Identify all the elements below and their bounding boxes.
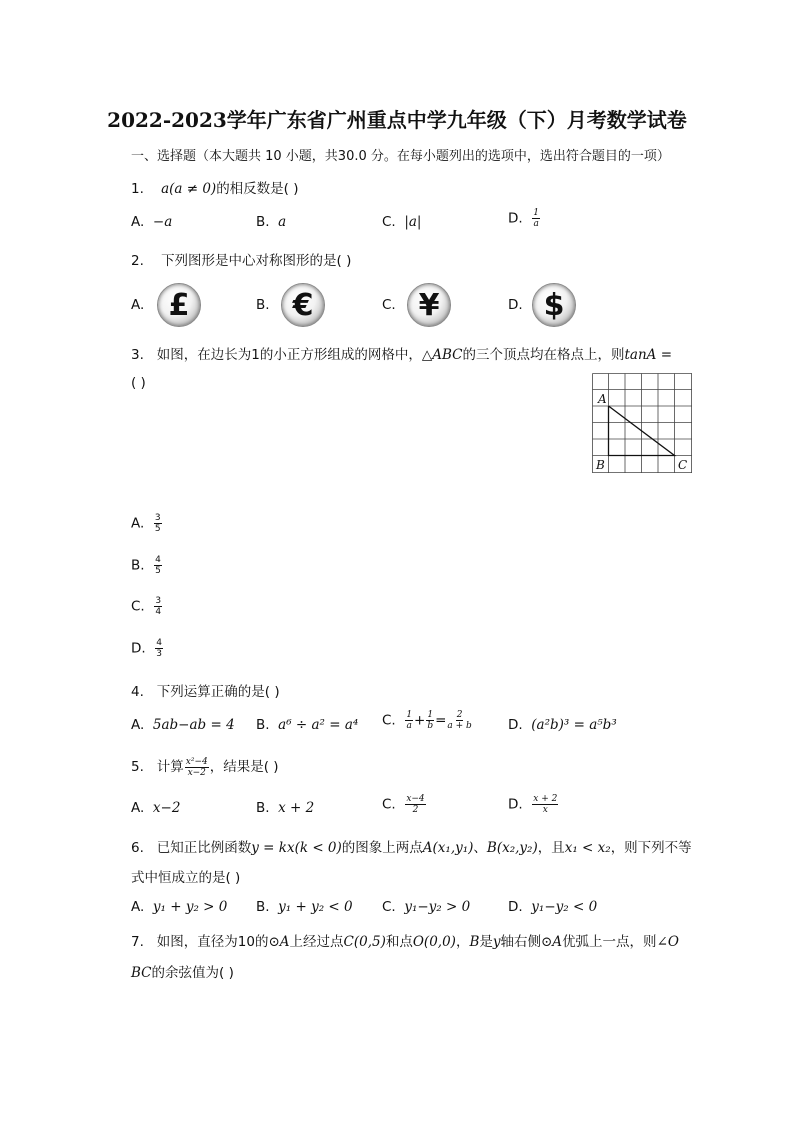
vertex-label-b: B	[596, 458, 605, 472]
q2-option-a: A.	[131, 297, 145, 313]
q3-option-a: A. $\frac{3}{5}$	[131, 513, 161, 534]
q3-option-c: C. $\frac{3}{4}$	[131, 596, 162, 617]
q4-option-d: D. (a²b)³ = a⁵b³	[508, 717, 617, 733]
section-heading: 一、选择题（本大题共 10 小题，共30.0 分。在每小题列出的选项中，选出符合题目的一项）	[131, 149, 670, 164]
q1-option-b: B. a	[256, 214, 287, 230]
question-3: 3. 如图，在边长为1的小正方形组成的网格中，△ABC的三个顶点均在格点上，则tanA =	[131, 347, 673, 363]
q1-option-a: A. −a	[131, 214, 173, 230]
question-6-line-1: 6. 已知正比例函数y = kx(k < 0)的图象上两点A(x₁,y₁)、B(x₂,y₂)，且x₁ < x₂，则下列不等	[131, 840, 692, 856]
question-6-line-2: 式中恒成立的是( )	[131, 870, 241, 886]
question-3-paren: ( )	[131, 375, 146, 391]
q5-option-d: D. $\frac{x + 2}{x}$	[508, 794, 558, 815]
grid-triangle-figure	[592, 373, 693, 474]
question-2	[131, 249, 351, 269]
q6-option-c: C. y₁−y₂ > 0	[382, 899, 471, 915]
question-5: 5. 计算 $\frac{\text{x²−4}}{x-2}$ ，结果是( )	[131, 756, 279, 778]
q5-option-b: B. x + 2	[256, 800, 315, 816]
q1-option-c: C. |a|	[382, 214, 422, 230]
math-expr: a(a ≠ 0)	[161, 181, 217, 197]
q2-option-b: B.	[256, 297, 270, 313]
vertex-label-c: C	[678, 458, 688, 472]
pound-coin-icon: £	[157, 283, 201, 327]
question-7-line-1: 7. 如图，直径为10的⊙A上经过点C(0,5)和点O(0,0)，B是y轴右侧⊙A优弧上一点，则∠O	[131, 934, 679, 950]
q6-option-b: B. y₁ + y₂ < 0	[256, 899, 353, 915]
q2-option-c: C.	[382, 297, 396, 313]
question-text: 的相反数是( )	[216, 181, 299, 197]
question-4: 4. 下列运算正确的是( )	[131, 684, 280, 700]
q1-option-d: D. $\frac{1}{a}$	[508, 208, 540, 229]
euro-coin-icon: €	[281, 283, 325, 327]
yen-coin-icon: ¥	[407, 283, 451, 327]
q3-option-d: D. $\frac{4}{3}$	[131, 638, 163, 659]
question-7-line-2: BC的余弦值为( )	[131, 965, 234, 981]
vertex-label-a: A	[598, 392, 607, 406]
q3-option-b: B. $\frac{4}{5}$	[131, 555, 161, 576]
question-text: 下列图形是中心对称图形的是( )	[161, 253, 352, 269]
question-number: 2.	[131, 253, 144, 269]
q4-option-c: C. $\frac{1}{a}$ + $\frac{1}{b}$ = $\frac{2}{a + b}$	[382, 710, 472, 731]
q4-option-b: B. a⁶ ÷ a² = a⁴	[256, 717, 359, 733]
q5-option-c: C. $\frac{x-4}{2}$	[382, 794, 425, 815]
q6-option-d: D. y₁−y₂ < 0	[508, 899, 598, 915]
question-number: 1.	[131, 181, 144, 197]
dollar-coin-icon: $	[532, 283, 576, 327]
q2-option-d: D.	[508, 297, 523, 313]
q6-option-a: A. y₁ + y₂ > 0	[131, 899, 228, 915]
q4-option-a: A. 5ab−ab = 4	[131, 717, 235, 733]
question-1	[131, 177, 299, 197]
page-title: 2022-2023学年广东省广州重点中学九年级（下）月考数学试卷	[107, 108, 687, 132]
q5-option-a: A. x−2	[131, 800, 181, 816]
